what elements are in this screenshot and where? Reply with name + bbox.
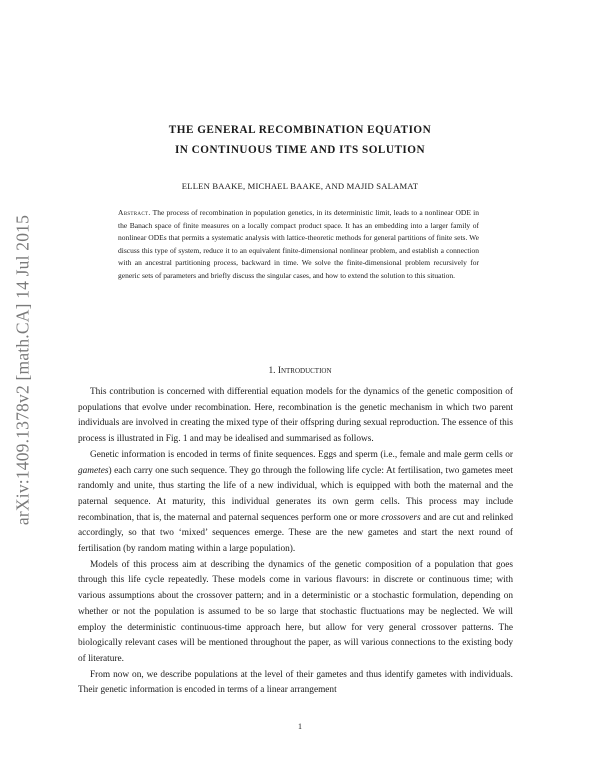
paragraph — [78, 385, 513, 448]
abstract — [118, 207, 479, 282]
section-title: Introduction — [277, 366, 332, 376]
paper-title-line-2: IN CONTINUOUS TIME AND ITS SOLUTION — [174, 144, 426, 156]
paper-title-line-1: THE GENERAL RECOMBINATION EQUATION — [168, 124, 432, 136]
paragraph-text: From now on, we describe populations at the level of their gametes and thus identify gametes with individuals. Their genetic information is encoded in terms of a linear arrangement — [78, 669, 513, 696]
section-heading — [0, 366, 600, 376]
abstract-label: Abstract. — [118, 208, 151, 217]
paragraph-text: This contribution is concerned with differential equation models for the dynamics of the genetic composition of populations that evolve under recombination. Here, recombination is the genetic mechanism in which two parent individuals are involved in creating the mixed type of their offspring during sexual reproduction. The essence of this process is illustrated in Fig. 1 and may be idealised and summarised as follows. — [78, 387, 513, 445]
paragraph-text: Models of this process aim at describing the dynamics of the genetic composition of a population that goes through this life cycle repeatedly. These models come in various flavours: in discrete or continuous time; with various assumptions about the crossover pattern; and in a deterministic or a stochastic formulation, depending on whether or not the population is assumed to be so large that stochastic fluctuations may be neglected. We will employ the deterministic continuous-time approach here, but allow for very general crossover patterns. The biologically relevant cases will be mentioned throughout the paper, as will various connections to the existing body of literature. — [78, 559, 513, 664]
author-list: ELLEN BAAKE, MICHAEL BAAKE, AND MAJID SALAMAT — [181, 181, 419, 191]
paragraph — [78, 558, 513, 668]
arxiv-id-text: arXiv:1409.1378v2 [math.CA] 14 Jul 2015 — [12, 214, 33, 526]
body-text — [78, 385, 513, 699]
emphasis-crossovers: crossovers — [381, 512, 421, 523]
emphasis-gametes: gametes — [78, 465, 109, 476]
abstract-text: The process of recombination in population genetics, in its deterministic limit, leads to a nonlinear ODE in the Banach space of finite measures on a locally compact product space. It has an embedding into a larger family of nonlinear ODEs that permits a systematic analysis with lattice-theoretic methods for general partitions of finite sets. We discuss this type of system, reduce it to an equivalent finite-dimensional nonlinear problem, and establish a connection with an ancestral partitioning process, backward in time. We solve the finite-dimensional problem recursively for generic sets of parameters and briefly discuss the singular cases, and how to extend the solution to this situation. — [118, 208, 479, 280]
paragraph-text: Genetic information is encoded in terms of finite sequences. Eggs and sperm (i.e., female and male germ cells or — [90, 449, 513, 460]
page-number: 1 — [298, 722, 302, 731]
paragraph — [78, 448, 513, 558]
paragraph-text: ) each carry one such sequence. They go through the following life cycle: At fertilisation, two gametes meet randomly and unite, thus starting the life of a new individual, which is equipped with both the maternal and the paternal sequence. At maturity, this individual generates its own germ cells. This process may include recombination, that is, the maternal and paternal sequences perform one or more — [78, 465, 513, 523]
section-number: 1. — [268, 366, 276, 376]
paragraph-text: and are cut and relinked accordingly, so that two ‘mixed’ sequences emerge. These are the new gametes and start the next round of fertilisation (by random mating within a large population). — [78, 512, 513, 555]
paragraph — [78, 668, 513, 699]
